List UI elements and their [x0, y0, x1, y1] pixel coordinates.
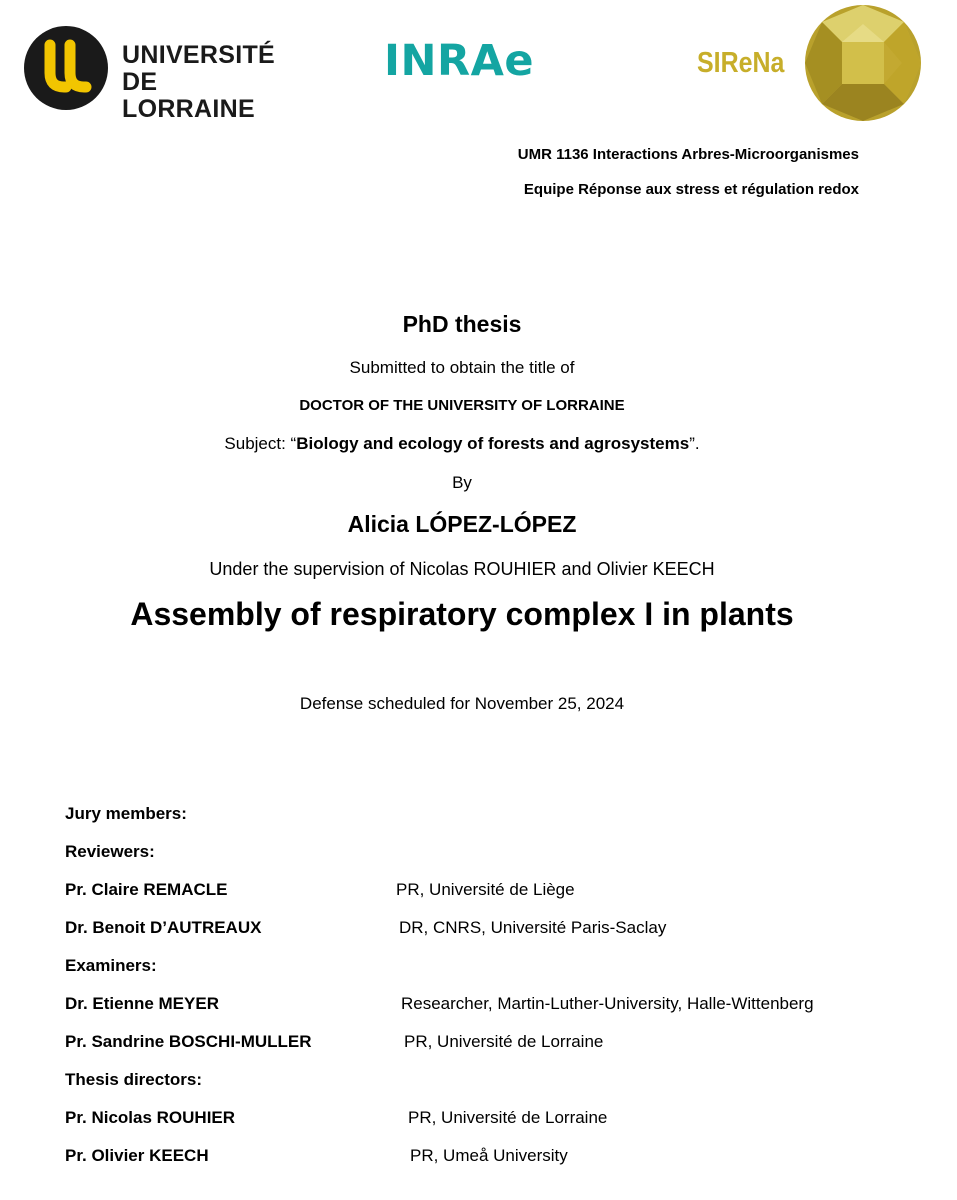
- inrae-logo: INRAe: [384, 36, 535, 86]
- reviewer-name: Pr. Claire REMACLE: [65, 880, 228, 899]
- sirena-gem-icon: [804, 4, 922, 122]
- examiner-affiliation: Researcher, Martin-Luther-University, Halle-Wittenberg: [401, 994, 814, 1013]
- directors-heading: Thesis directors:: [65, 1070, 202, 1089]
- director-affiliation: PR, Umeå University: [410, 1146, 568, 1165]
- thesis-type: PhD thesis: [402, 311, 522, 337]
- jury-heading: Jury members:: [65, 804, 187, 823]
- degree-title: DOCTOR OF THE UNIVERSITY OF LORRAINE: [299, 397, 625, 414]
- thesis-title: Assembly of respiratory complex I in plants: [130, 596, 794, 632]
- director-affiliation: PR, Université de Lorraine: [408, 1108, 608, 1127]
- subject-line: [0, 434, 924, 454]
- supervision-line: Under the supervision of Nicolas ROUHIER and Olivier KEECH: [209, 559, 715, 579]
- subject-value: Biology and ecology of forests and agrosystems: [296, 434, 690, 453]
- reviewer-affiliation: DR, CNRS, Université Paris-Saclay: [399, 918, 667, 937]
- subject-suffix: ”.: [689, 434, 700, 453]
- subject-prefix: Subject: “: [224, 434, 297, 453]
- submitted-line: Submitted to obtain the title of: [349, 358, 575, 377]
- ul-logo-text: UNIVERSITÉ DE LORRAINE: [122, 41, 276, 123]
- reviewer-name: Dr. Benoit D’AUTREAUX: [65, 918, 262, 937]
- reviewer-affiliation: PR, Université de Liège: [396, 880, 575, 899]
- director-name: Pr. Nicolas ROUHIER: [65, 1108, 236, 1127]
- sirena-logo-text: SIReNa: [697, 47, 785, 79]
- defense-date: Defense scheduled for November 25, 2024: [299, 694, 625, 713]
- lab-team: Equipe Réponse aux stress et régulation redox: [523, 181, 859, 198]
- examiner-name: Pr. Sandrine BOSCHI-MULLER: [65, 1032, 312, 1051]
- lab-unit: UMR 1136 Interactions Arbres-Microorganismes: [517, 146, 859, 163]
- ul-emblem-icon: [24, 26, 108, 110]
- examiner-name: Dr. Etienne MEYER: [65, 994, 219, 1013]
- universite-de-lorraine-logo: [24, 26, 276, 123]
- examiners-heading: Examiners:: [65, 956, 157, 975]
- examiner-affiliation: PR, Université de Lorraine: [404, 1032, 604, 1051]
- author-name: Alicia LÓPEZ-LÓPEZ: [347, 511, 577, 537]
- by-line: By: [452, 473, 472, 492]
- reviewers-heading: Reviewers:: [65, 842, 155, 861]
- director-name: Pr. Olivier KEECH: [65, 1146, 209, 1165]
